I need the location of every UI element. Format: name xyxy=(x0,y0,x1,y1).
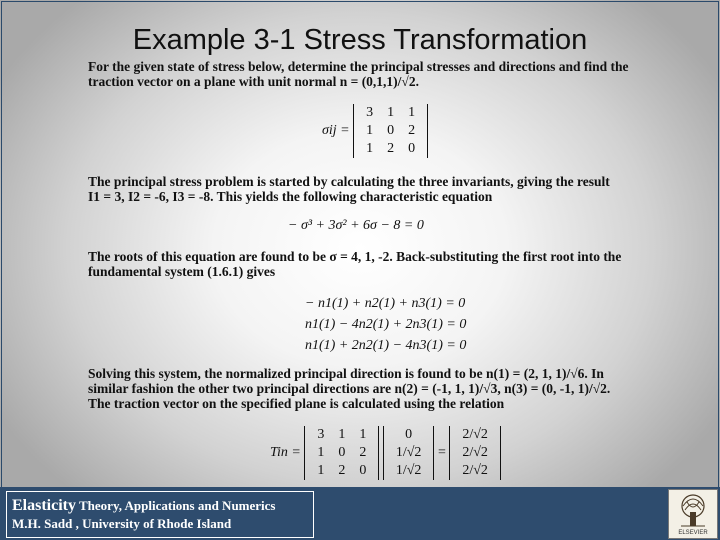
invariants-text xyxy=(88,174,648,204)
roots-text xyxy=(88,249,648,279)
matrix-cell: 0 xyxy=(387,123,395,138)
slide-title: Example 3-1 Stress Transformation xyxy=(132,24,588,56)
book-title xyxy=(12,497,275,515)
matrix-cell: 1 xyxy=(366,141,374,156)
traction-equation xyxy=(270,426,501,480)
traction-label: Tin = xyxy=(270,445,301,461)
normal-vector xyxy=(383,426,435,480)
traction-stress-matrix xyxy=(304,426,379,480)
vector-cell: 2/√2 xyxy=(462,427,488,442)
vector-cell: 2/√2 xyxy=(462,463,488,478)
roots-line-1: The roots of this equation are found to be σ = 4, 1, -2. Back-substituting the first root into the xyxy=(88,249,622,264)
solution-text xyxy=(88,366,648,411)
equation-system xyxy=(305,293,466,356)
matrix-cell: 3 xyxy=(366,105,374,120)
equals-sign: = xyxy=(437,445,446,461)
logo-text: ELSEVIER xyxy=(678,530,708,536)
invariants-line-1: The principal stress problem is started by calculating the three invariants, giving the result xyxy=(88,174,610,189)
matrix-cell: 1 xyxy=(366,123,374,138)
author-line: M.H. Sadd , University of Rhode Island xyxy=(12,516,232,531)
vector-cell: 1/√2 xyxy=(395,463,422,478)
problem-line-2: traction vector on a plane with unit normal n = (0,1,1)/√2. xyxy=(88,74,419,89)
system-equation-2: n1(1) − 4n2(1) + 2n3(1) = 0 xyxy=(305,317,467,332)
solution-line-1: Solving this system, the normalized principal direction is found to be n(1) = (2, 1, 1)/√6. In xyxy=(88,366,604,381)
solution-line-2: similar fashion the other two principal directions are n(2) = (-1, 1, 1)/√3, n(3) = (0, -1, 1)/√2. xyxy=(88,381,611,396)
matrix-cell: 1 xyxy=(317,463,325,478)
invariants-line-2: I1 = 3, I2 = -6, I3 = -8. This yields the following characteristic equation xyxy=(88,189,493,204)
matrix-cell: 2 xyxy=(338,463,346,478)
matrix-cell: 1 xyxy=(387,105,395,120)
stress-tensor-label: σij = xyxy=(322,123,350,139)
solution-line-3: The traction vector on the specified plane is calculated using the relation xyxy=(88,396,505,411)
matrix-cell: 1 xyxy=(408,105,416,120)
matrix-cell: 0 xyxy=(338,445,346,460)
matrix-cell: 0 xyxy=(408,141,416,156)
problem-line-1: For the given state of stress below, determine the principal stresses and directions and find the xyxy=(88,59,629,74)
stress-matrix xyxy=(353,104,428,158)
matrix-cell: 0 xyxy=(359,463,367,478)
matrix-cell: 3 xyxy=(317,427,325,442)
matrix-cell: 1 xyxy=(338,427,346,442)
matrix-cell: 1 xyxy=(317,445,325,460)
vector-cell: 2/√2 xyxy=(462,445,488,460)
system-equation-1: − n1(1) + n2(1) + n3(1) = 0 xyxy=(305,296,466,311)
elsevier-logo xyxy=(668,489,718,539)
book-subtitle: Theory, Applications and Numerics xyxy=(79,498,276,513)
book-title-bold: Elasticity xyxy=(12,497,76,514)
vector-cell: 0 xyxy=(405,427,413,442)
matrix-cell: 1 xyxy=(359,427,367,442)
characteristic-equation: − σ³ + 3σ² + 6σ − 8 = 0 xyxy=(288,218,424,233)
traction-result-vector xyxy=(449,426,501,480)
stress-tensor-equation xyxy=(322,104,428,158)
problem-statement xyxy=(88,59,648,89)
matrix-cell: 2 xyxy=(408,123,416,138)
matrix-cell: 2 xyxy=(387,141,395,156)
tree-icon xyxy=(669,490,717,538)
roots-line-2: fundamental system (1.6.1) gives xyxy=(88,264,276,279)
system-equation-3: n1(1) + 2n2(1) − 4n3(1) = 0 xyxy=(305,338,467,353)
vector-cell: 1/√2 xyxy=(395,445,422,460)
matrix-cell: 2 xyxy=(359,445,367,460)
